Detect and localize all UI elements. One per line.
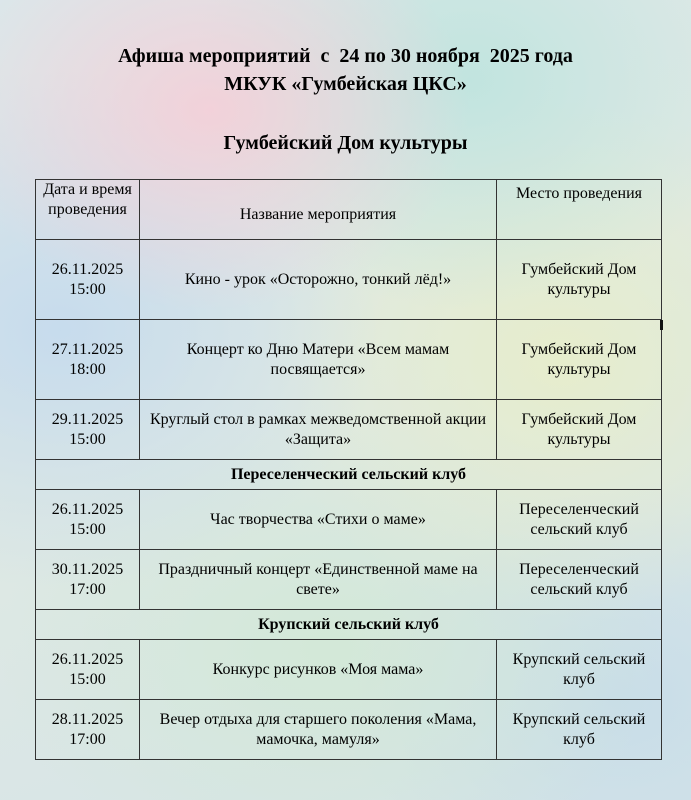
event-date: 26.11.2025 xyxy=(51,260,124,278)
table-row xyxy=(36,490,662,550)
column-header-name: Название мероприятия xyxy=(140,180,497,240)
event-time: 17:00 xyxy=(69,580,106,598)
event-name: Круглый стол в рамках межведомственной акции «Защита» xyxy=(140,400,497,460)
event-date: 30.11.2025 xyxy=(51,560,124,578)
table-row xyxy=(36,240,662,320)
section-title: Крупский сельский клуб xyxy=(36,610,662,640)
column-header-place: Место проведения xyxy=(497,180,662,240)
table-header-row xyxy=(36,180,662,240)
event-time: 15:00 xyxy=(69,520,106,538)
event-name: Праздничный концерт «Единственной маме на свете» xyxy=(140,550,497,610)
event-time: 18:00 xyxy=(69,360,106,378)
events-table xyxy=(35,179,662,760)
event-date: 28.11.2025 xyxy=(51,710,124,728)
event-name: Вечер отдыха для старшего поколения «Мама, мамочка, мамуля» xyxy=(140,700,497,760)
event-place: Крупский сельский клуб xyxy=(497,700,662,760)
table-row xyxy=(36,700,662,760)
date-cell xyxy=(36,240,140,320)
event-place: Гумбейский Дом культуры xyxy=(497,320,662,400)
date-cell xyxy=(36,400,140,460)
section-row xyxy=(36,460,662,490)
date-cell xyxy=(36,700,140,760)
section-row xyxy=(36,610,662,640)
event-place: Переселенческий сельский клуб xyxy=(497,550,662,610)
event-time: 15:00 xyxy=(69,280,106,298)
event-name: Час творчества «Стихи о маме» xyxy=(140,490,497,550)
date-cell xyxy=(36,320,140,400)
event-name: Концерт ко Дню Матери «Всем мамам посвящается» xyxy=(140,320,497,400)
event-date: 27.11.2025 xyxy=(51,340,124,358)
event-place: Переселенческий сельский клуб xyxy=(497,490,662,550)
column-header-date: Дата и время проведения xyxy=(36,180,140,240)
table-row xyxy=(36,550,662,610)
date-cell xyxy=(36,550,140,610)
table-row xyxy=(36,400,662,460)
event-date: 26.11.2025 xyxy=(51,500,124,518)
organization-title: МКУК «Гумбейская ЦКС» xyxy=(224,73,467,95)
date-cell xyxy=(36,640,140,700)
event-date: 26.11.2025 xyxy=(51,650,124,668)
event-place: Крупский сельский клуб xyxy=(497,640,662,700)
event-name: Кино - урок «Осторожно, тонкий лёд!» xyxy=(140,240,497,320)
table-row xyxy=(36,320,662,400)
event-date: 29.11.2025 xyxy=(51,410,124,428)
table-row xyxy=(36,640,662,700)
event-place: Гумбейский Дом культуры xyxy=(497,240,662,320)
event-name: Конкурс рисунков «Моя мама» xyxy=(140,640,497,700)
section-title: Переселенческий сельский клуб xyxy=(36,460,662,490)
venue-title: Гумбейский Дом культуры xyxy=(223,132,468,154)
event-time: 15:00 xyxy=(69,670,106,688)
edge-mark xyxy=(660,320,663,330)
poster-title: Афиша мероприятий с 24 по 30 ноября 2025 года xyxy=(118,45,573,67)
event-time: 17:00 xyxy=(69,730,106,748)
date-cell xyxy=(36,490,140,550)
event-place: Гумбейский Дом культуры xyxy=(497,400,662,460)
event-time: 15:00 xyxy=(69,430,106,448)
